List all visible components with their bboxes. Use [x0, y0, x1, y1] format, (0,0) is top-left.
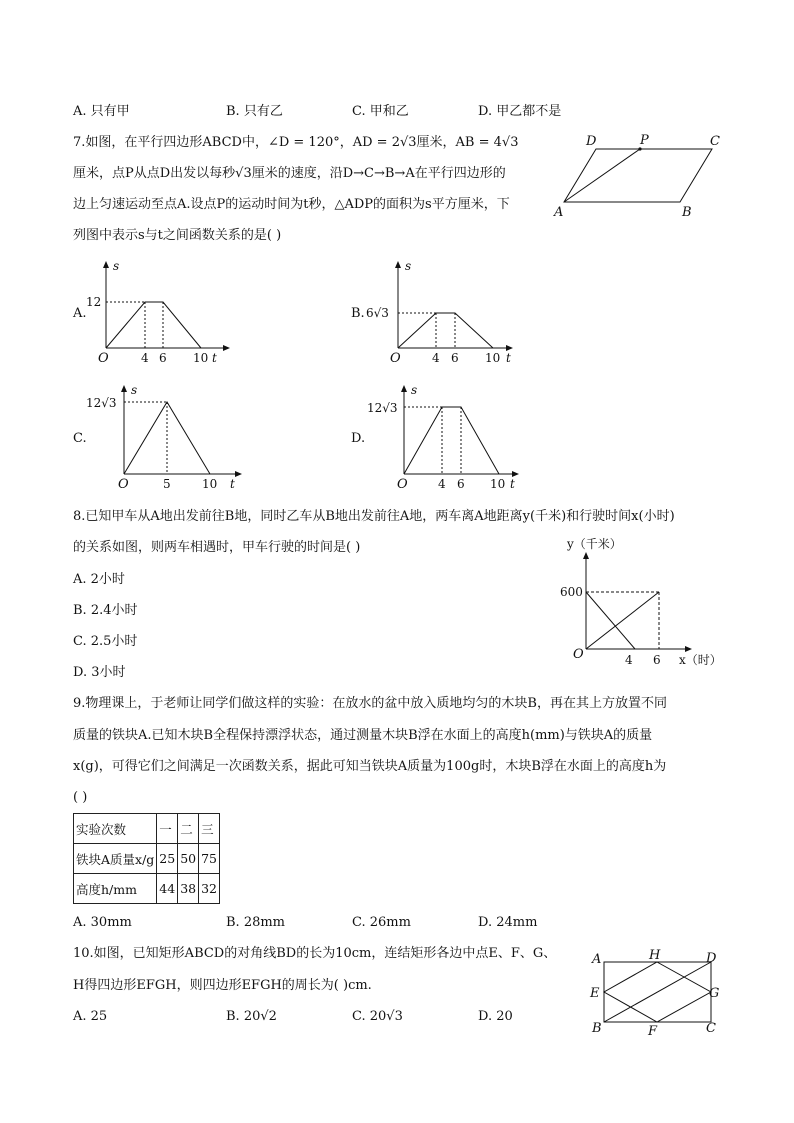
- q6-option-b: B. 只有乙: [226, 104, 283, 119]
- q8-y-axis-label: y（千米）: [567, 537, 622, 551]
- q8-option-b: B. 2.4小时: [73, 603, 138, 618]
- q10-option-b: B. 20√2: [226, 1009, 277, 1024]
- svg-text:4: 4: [438, 477, 446, 491]
- svg-text:t: t: [212, 351, 217, 365]
- svg-text:E: E: [590, 986, 600, 1001]
- svg-text:A: A: [592, 952, 602, 967]
- q9-line-3: x(g)，可得它们之间满足一次函数关系，据此可知当铁块A质量为100g时，木块B浮在水面上的高度h为: [73, 759, 667, 774]
- label-d: D: [586, 134, 597, 149]
- svg-text:s: s: [405, 259, 412, 273]
- label-p: P: [640, 133, 649, 148]
- q8-option-c: C. 2.5小时: [73, 634, 138, 649]
- q9-option-c: C. 26mm: [352, 915, 411, 930]
- q7-line-2: 厘米，点P从点D出发以每秒√3厘米的速度，沿D→C→B→A在平行四边形的: [73, 166, 506, 181]
- svg-text:12√3: 12√3: [367, 401, 398, 415]
- svg-text:H: H: [649, 948, 661, 963]
- q7-graph-d-option: D.: [351, 431, 366, 446]
- q8-option-a: A. 2小时: [73, 572, 125, 587]
- q7-graph-a-line: [106, 302, 201, 348]
- parallelogram-abcd: [564, 149, 712, 202]
- svg-text:O: O: [118, 477, 129, 492]
- svg-text:5: 5: [163, 477, 171, 491]
- q10-line-2: H得四边形EFGH，则四边形EFGH的周长为( )cm.: [73, 978, 372, 993]
- svg-text:12: 12: [86, 295, 102, 309]
- svg-text:10: 10: [485, 351, 501, 365]
- q8-x-axis-label: x（时）: [679, 653, 722, 667]
- svg-text:s: s: [113, 259, 120, 273]
- svg-text:O: O: [397, 477, 408, 492]
- svg-text:s: s: [131, 383, 138, 397]
- svg-text:10: 10: [193, 351, 209, 365]
- label-c: C: [710, 134, 720, 149]
- segment-ap: [564, 149, 640, 202]
- svg-text:600: 600: [560, 585, 583, 599]
- svg-text:10: 10: [490, 477, 506, 491]
- q7-line-3: 边上匀速运动至点A.设点P的运动时间为t秒，△ADP的面积为s平方厘米，下: [73, 197, 510, 212]
- q8-chart: [555, 535, 725, 670]
- q8-line-1: 8.已知甲车从A地出发前往B地，同时乙车从B地出发前往A地，两车离A地距离y(千米)和行驶时间x(小时): [73, 509, 675, 524]
- q7-graph-a: [85, 258, 235, 368]
- parallelogram-figure: [550, 130, 730, 220]
- q8-line-car-jia: [586, 592, 659, 649]
- table-row: 高度h/mm 44 38 32: [74, 874, 220, 904]
- svg-text:O: O: [390, 351, 401, 366]
- q6-option-d: D. 甲乙都不是: [478, 104, 562, 119]
- q7-graph-d-line: [404, 407, 499, 474]
- label-a: A: [554, 205, 564, 220]
- q7-graph-b-option: B.: [351, 306, 365, 321]
- svg-text:4: 4: [432, 351, 440, 365]
- q7-line-1: 7.如图，在平行四边形ABCD中，∠D = 120°，AD = 2√3厘米，AB = 4√3: [73, 135, 519, 150]
- q8-option-d: D. 3小时: [73, 665, 126, 680]
- q7-line-4: 列图中表示s与t之间函数关系的是( ): [73, 228, 282, 243]
- svg-text:O: O: [573, 647, 584, 662]
- q9-option-a: A. 30mm: [73, 915, 132, 930]
- q7-graph-b-line: [398, 313, 493, 348]
- q9-table: [73, 813, 220, 904]
- svg-text:4: 4: [141, 351, 149, 365]
- rectangle-figure: [585, 945, 725, 1040]
- q9-line-4: ( ): [73, 790, 88, 805]
- q10-option-c: C. 20√3: [352, 1009, 403, 1024]
- q9-line-1: 9.物理课上，于老师让同学们做这样的实验：在放水的盆中放入质地均匀的木块B，再在其上方放置不同: [73, 696, 667, 711]
- svg-text:6: 6: [451, 351, 459, 365]
- q10-option-a: A. 25: [73, 1009, 108, 1024]
- q8-line-car-yi: [586, 592, 635, 649]
- svg-text:G: G: [709, 986, 720, 1001]
- svg-text:6: 6: [159, 351, 167, 365]
- svg-text:F: F: [648, 1024, 658, 1039]
- q9-line-2: 质量的铁块A.已知木块B全程保持漂浮状态，通过测量木块B浮在水面上的高度h(mm)与铁块A的质量: [73, 728, 653, 743]
- svg-text:O: O: [98, 351, 109, 366]
- q9-option-b: B. 28mm: [226, 915, 286, 930]
- svg-text:6: 6: [457, 477, 465, 491]
- q10-option-d: D. 20: [478, 1009, 513, 1024]
- table-row: 实验次数 一 二 三: [74, 814, 220, 844]
- svg-text:6: 6: [653, 653, 661, 667]
- q9-option-d: D. 24mm: [478, 915, 538, 930]
- svg-text:6√3: 6√3: [366, 306, 389, 320]
- svg-text:C: C: [706, 1021, 716, 1036]
- table-row: 铁块A质量x/g 25 50 75: [74, 844, 220, 874]
- svg-text:10: 10: [202, 477, 218, 491]
- svg-text:t: t: [506, 351, 511, 365]
- q8-line-2: 的关系如图，则两车相遇时，甲车行驶的时间是( ): [73, 540, 361, 555]
- q7-graph-c: [85, 382, 245, 494]
- svg-text:B: B: [592, 1021, 602, 1036]
- svg-text:4: 4: [625, 653, 633, 667]
- q7-graph-a-option: A.: [73, 306, 87, 321]
- q6-option-c: C. 甲和乙: [352, 104, 409, 119]
- q6-option-a: A. 只有甲: [73, 104, 130, 119]
- label-b: B: [682, 205, 692, 220]
- svg-text:D: D: [706, 951, 717, 966]
- svg-text:s: s: [411, 383, 418, 397]
- svg-text:t: t: [510, 477, 515, 491]
- diagonal-bd: [604, 962, 711, 1022]
- svg-text:12√3: 12√3: [86, 396, 117, 410]
- q7-graph-c-option: C.: [73, 431, 87, 446]
- q7-graph-b: [366, 258, 516, 368]
- svg-text:t: t: [230, 477, 235, 491]
- q10-line-1: 10.如图，已知矩形ABCD的对角线BD的长为10cm，连结矩形各边中点E、F、G、: [73, 946, 557, 961]
- q7-graph-d: [366, 382, 526, 494]
